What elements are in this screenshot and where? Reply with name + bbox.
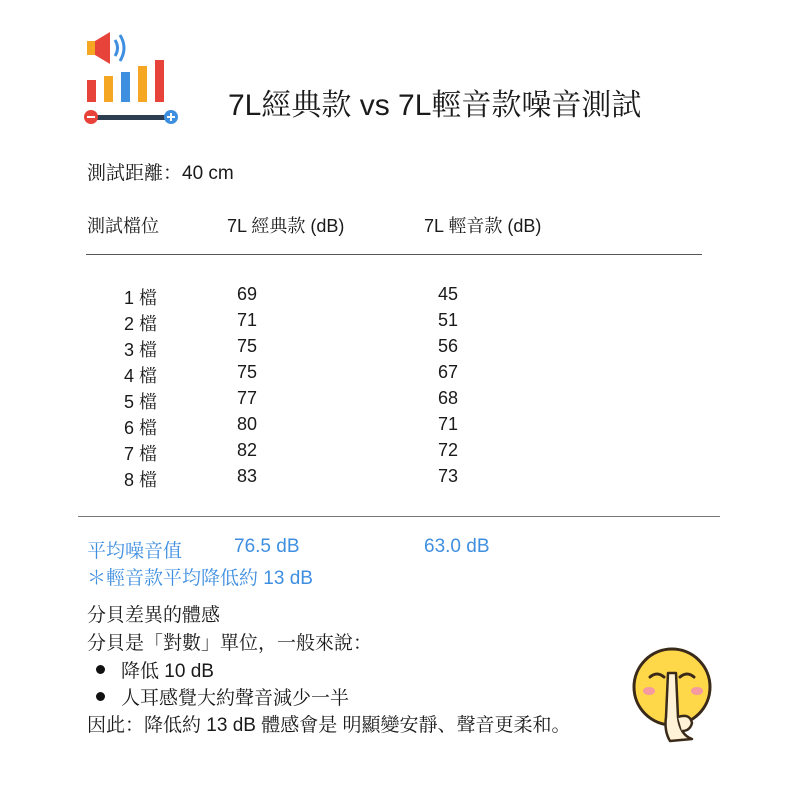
quiet-cell: 73: [438, 466, 459, 486]
bullet-text: 降低 10 dB: [121, 661, 214, 682]
page-title: 7L經典款 vs 7L輕音款噪音測試: [228, 89, 642, 122]
average-classic: 76.5 dB: [234, 536, 300, 557]
bullet-text: 人耳感覺大約聲音減少一半: [121, 688, 350, 709]
table-row: [0, 388, 800, 414]
header-quiet: 7L 輕音款 (dB): [424, 216, 542, 236]
level-cell: 6 檔: [124, 418, 158, 438]
table-bottom-divider: [78, 516, 720, 517]
header-level: 測試檔位: [87, 216, 159, 236]
level-cell: 7 檔: [124, 444, 158, 464]
quiet-cell: 56: [438, 336, 459, 356]
average-label: 平均噪音值: [87, 541, 183, 562]
table-row: [0, 284, 800, 310]
classic-cell: 82: [237, 440, 258, 460]
classic-cell: 69: [237, 284, 258, 304]
conclusion-text: 因此：降低約 13 dB 體感會是 明顯變安靜、聲音更柔和。: [87, 715, 571, 736]
test-distance: 測試距離：40 cm: [87, 163, 234, 184]
quiet-cell: 67: [438, 362, 459, 382]
classic-cell: 75: [237, 336, 258, 356]
table-row: [0, 414, 800, 440]
table-row: [0, 336, 800, 362]
quiet-cell: 45: [438, 284, 459, 304]
data-table: [0, 284, 800, 492]
classic-cell: 75: [237, 362, 258, 382]
classic-cell: 80: [237, 414, 258, 434]
reduction-note: ＊輕音款平均降低約 13 dB: [87, 568, 313, 589]
header-divider: [86, 254, 702, 255]
shush-emoji-icon: [630, 643, 720, 743]
header-classic: 7L 經典款 (dB): [227, 216, 345, 236]
classic-cell: 71: [237, 310, 258, 330]
bullet-item: [96, 683, 349, 710]
bullet-dot-icon: [96, 692, 105, 701]
level-cell: 2 檔: [124, 314, 158, 334]
average-quiet: 63.0 dB: [424, 536, 490, 557]
level-cell: 3 檔: [124, 340, 158, 360]
level-cell: 4 檔: [124, 366, 158, 386]
table-row: [0, 466, 800, 492]
quiet-cell: 51: [438, 310, 459, 330]
bullet-item: [96, 656, 214, 683]
table-row: [0, 310, 800, 336]
quiet-cell: 71: [438, 414, 459, 434]
classic-cell: 83: [237, 466, 258, 486]
section-title: 分貝差異的體感: [87, 605, 221, 626]
level-cell: 1 檔: [124, 288, 158, 308]
explanation-text: 分貝是「對數」單位，一般來說：: [87, 633, 373, 654]
bullet-dot-icon: [96, 665, 105, 674]
quiet-cell: 68: [438, 388, 459, 408]
volume-meter-icon: [82, 30, 188, 130]
level-cell: 8 檔: [124, 470, 158, 490]
quiet-cell: 72: [438, 440, 459, 460]
table-row: [0, 362, 800, 388]
classic-cell: 77: [237, 388, 258, 408]
level-cell: 5 檔: [124, 392, 158, 412]
table-row: [0, 440, 800, 466]
